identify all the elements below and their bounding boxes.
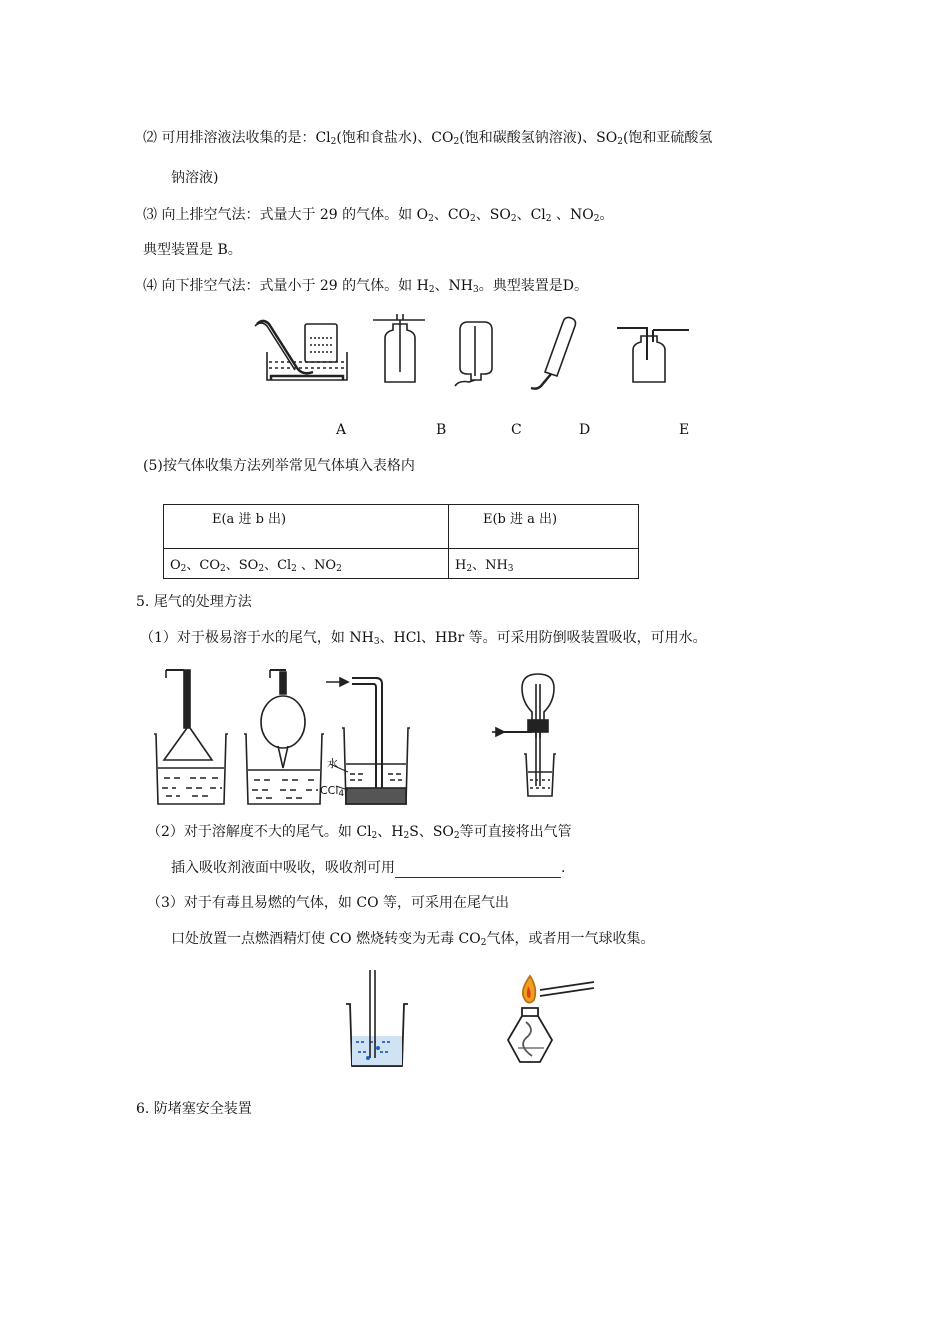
text: 、Cl — [516, 207, 546, 223]
subscript: 2 — [180, 563, 187, 574]
table-cell-2 — [449, 549, 639, 579]
text: 、H — [377, 824, 404, 840]
para-2-line1 — [143, 128, 712, 152]
section-5-q2-cont — [171, 858, 565, 878]
subscript: 2 — [428, 285, 435, 295]
subscript: 3 — [373, 637, 380, 647]
text: 、NH — [434, 278, 474, 294]
answer-blank[interactable] — [395, 863, 561, 878]
text: 。典型装置是D。 — [478, 278, 588, 294]
subscript: 2 — [403, 831, 410, 841]
section-5-q3-cont — [171, 929, 654, 953]
label-e: E — [679, 422, 690, 438]
text: 、SO — [475, 207, 511, 223]
label-ccl4 — [320, 784, 344, 799]
text: （2）对于溶解度不大的尾气。如 Cl — [147, 824, 372, 840]
beaker-absorber — [346, 970, 408, 1066]
para-3 — [143, 205, 613, 229]
text: (饱和碳酸氢钠溶液)、SO — [459, 130, 618, 146]
subscript: 2 — [453, 137, 460, 147]
text: (饱和亚硫酸氢 — [622, 130, 713, 146]
subscript: 2 — [330, 137, 337, 147]
text: （1）对于极易溶于水的尾气，如 NH — [140, 630, 374, 646]
subscript: 2 — [466, 563, 473, 574]
tail-gas-treatment-figure — [340, 966, 600, 1072]
subscript: 2 — [480, 938, 487, 948]
subscript: 2 — [593, 214, 600, 224]
label-water: 水 — [327, 757, 338, 770]
alcohol-lamp — [508, 976, 594, 1062]
subscript: 2 — [545, 214, 552, 224]
apparatus-d — [531, 318, 576, 389]
text: 、Cl — [264, 557, 292, 573]
text: 、CO — [186, 557, 221, 573]
subscript: 2 — [453, 831, 460, 841]
text: 、NO — [296, 557, 337, 573]
text: 。 — [599, 207, 614, 223]
subscript: 2 — [220, 563, 226, 574]
text: 、CO — [433, 207, 471, 223]
subscript: 2 — [510, 214, 517, 224]
subscript: 2 — [258, 563, 265, 574]
table-header-2: E(b 进 a 出) — [449, 505, 639, 549]
subscript: 2 — [291, 563, 297, 574]
para-4 — [143, 276, 588, 300]
text: 、SO — [225, 557, 259, 573]
label-d: D — [579, 422, 591, 438]
beaker-funnel — [154, 670, 228, 804]
apparatus-e — [617, 328, 689, 382]
text: 口处放置一点燃酒精灯使 CO 燃烧转变为无毒 CO — [171, 931, 481, 947]
apparatus-c — [455, 322, 492, 386]
text: 、NO — [551, 207, 594, 223]
section-5-q1 — [140, 628, 707, 652]
text: ⑷ 向下排空气法：式量小于 29 的气体。如 H — [143, 278, 429, 294]
text: 气体，或者用一气球收集。 — [486, 931, 655, 947]
text: ⑵ 可用排溶液法收集的是：Cl — [143, 130, 331, 146]
subscript: 2 — [470, 214, 476, 224]
label-a: A — [336, 422, 347, 438]
gas-table — [163, 504, 639, 579]
para-3-typical: 典型装置是 B。 — [143, 242, 242, 258]
subscript: 3 — [473, 285, 479, 295]
section-6-title: 6. 防堵塞安全装置 — [136, 1101, 252, 1117]
text: O — [170, 557, 181, 573]
subscript: 4 — [338, 789, 345, 799]
beaker-bulb — [244, 670, 324, 804]
subscript: 2 — [336, 563, 342, 574]
para-5: (5)按气体收集方法列举常见气体填入表格内 — [143, 458, 415, 474]
text: S、SO — [409, 824, 454, 840]
label-c: C — [511, 422, 522, 438]
section-5-q2 — [147, 822, 572, 846]
text: H — [455, 557, 467, 573]
table-row — [164, 549, 639, 579]
text: (饱和食盐水)、CO — [336, 130, 454, 146]
text: CCl — [320, 784, 339, 797]
subscript: 3 — [507, 563, 514, 574]
subscript: 2 — [371, 831, 378, 841]
apparatus-b — [373, 314, 425, 382]
table-header-1: E(a 进 b 出) — [164, 505, 449, 549]
label-b: B — [436, 422, 447, 438]
table-header-row — [164, 505, 639, 549]
text: 、HCl、HBr 等。可采用防倒吸装置吸收，可用水。 — [379, 630, 707, 646]
text: . — [561, 860, 566, 876]
text: 、NH — [472, 557, 508, 573]
text: ⑶ 向上排空气法：式量大于 29 的气体。如 O — [143, 207, 429, 223]
text: 等可直接将出气管 — [459, 824, 572, 840]
table-cell-1 — [164, 549, 449, 579]
section-5-q3: （3）对于有毒且易燃的气体，如 CO 等，可采用在尾气出 — [147, 895, 509, 911]
gas-collection-apparatus-figure — [255, 310, 705, 400]
subscript: 2 — [428, 214, 434, 224]
subscript: 2 — [617, 137, 623, 147]
para-2-line2: 钠溶液) — [171, 170, 219, 186]
anti-suckback-apparatus-figure — [150, 668, 610, 808]
text: 插入吸收剂液面中吸收，吸收剂可用 — [171, 860, 395, 876]
inverted-bulb-setup — [492, 674, 556, 796]
section-5-title: 5. 尾气的处理方法 — [136, 594, 252, 610]
apparatus-a — [255, 321, 347, 380]
